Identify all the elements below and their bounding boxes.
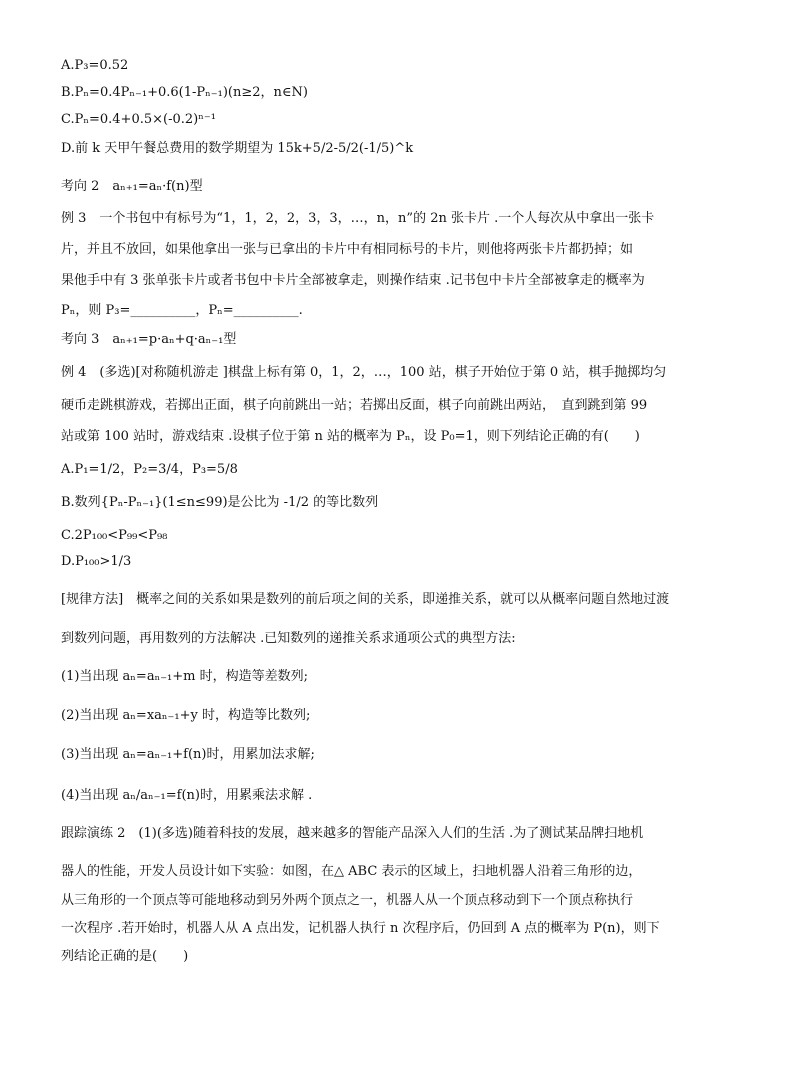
method-item-3: (3)当出现 aₙ=aₙ₋₁+f(n)时，用累加法求解; bbox=[61, 747, 315, 762]
method-item-2: (2)当出现 aₙ=xaₙ₋₁+y 时，构造等比数列; bbox=[61, 708, 311, 723]
example-3-line-2: 片，并且不放回，如果他拿出一张与已拿出的卡片中有相同标号的卡片，则他将两张卡片都扔掉；如 bbox=[61, 242, 634, 257]
practice-2-line-1: 跟踪演练 2 (1)(多选)随着科技的发展，越来越多的智能产品深入人们的生活 .为了测试某品牌扫地机 bbox=[61, 826, 644, 841]
example-3-line-3: 果他手中有 3 张单张卡片或者书包中卡片全部被拿走，则操作结束 .记书包中卡片全部被拿走的概率为 bbox=[61, 273, 645, 288]
example-4-option-a: A.P₁=1/2，P₂=3/4，P₃=5/8 bbox=[61, 462, 238, 477]
example-4-line-2: 硬币走跳棋游戏，若掷出正面，棋子向前跳出一站；若掷出反面，棋子向前跳出两站， 直到跳到第 99 bbox=[61, 398, 648, 413]
option-b: B.Pₙ=0.4Pₙ₋₁+0.6(1-Pₙ₋₁)(n≥2，n∈N) bbox=[61, 85, 308, 100]
option-c: C.Pₙ=0.4+0.5×(-0.2)ⁿ⁻¹ bbox=[61, 112, 216, 127]
example-4-option-c: C.2P₁₀₀<P₉₉<P₉₈ bbox=[61, 528, 168, 543]
example-4-line-1: 例 4 (多选)[对称随机游走 ]棋盘上标有第 0，1，2，…，100 站，棋子开始位于第 0 站，棋手抛掷均匀 bbox=[61, 365, 667, 380]
practice-2-line-5: 列结论正确的是( ) bbox=[61, 949, 189, 964]
practice-2-line-4: 一次程序 .若开始时，机器人从 A 点出发，记机器人执行 n 次程序后，仍回到 A 点的概率为 P(n)，则下 bbox=[61, 921, 660, 936]
practice-2-line-2: 器人的性能，开发人员设计如下实验：如图，在△ ABC 表示的区域上，扫地机器人沿着三角形的边， bbox=[61, 864, 642, 879]
example-4-option-d: D.P₁₀₀>1/3 bbox=[61, 554, 132, 569]
topic-3-title: 考向 3 aₙ₊₁=p·aₙ+q·aₙ₋₁型 bbox=[61, 332, 237, 347]
option-a: A.P₃=0.52 bbox=[61, 58, 129, 73]
example-4-option-b: B.数列{Pₙ-Pₙ₋₁}(1≤n≤99)是公比为 -1/2 的等比数列 bbox=[61, 495, 379, 510]
example-4-line-3: 站或第 100 站时，游戏结束 .设棋子位于第 n 站的概率为 Pₙ，设 P₀=1，则下列结论正确的有( ) bbox=[61, 429, 640, 444]
practice-2-line-3: 从三角形的一个顶点等可能地移动到另外两个顶点之一，机器人从一个顶点移动到下一个顶点称执行 bbox=[61, 893, 634, 908]
method-line-2: 到数列问题，再用数列的方法解决 .已知数列的递推关系求通项公式的典型方法: bbox=[61, 631, 516, 646]
example-3-line-4: Pₙ，则 P₃=__________，Pₙ=__________. bbox=[61, 303, 303, 318]
topic-2-title: 考向 2 aₙ₊₁=aₙ·f(n)型 bbox=[61, 179, 203, 194]
method-line-1: [规律方法] 概率之间的关系如果是数列的前后项之间的关系，即递推关系，就可以从概率问题自然地过渡 bbox=[61, 592, 670, 607]
example-3-line-1: 例 3 一个书包中有标号为“1，1，2，2，3，3，…，n，n”的 2n 张卡片 .一个人每次从中拿出一张卡 bbox=[61, 211, 655, 226]
option-d: D.前 k 天甲午餐总费用的数学期望为 15k+5/2-5/2(-1/5)^k bbox=[61, 141, 414, 156]
method-item-1: (1)当出现 aₙ=aₙ₋₁+m 时，构造等差数列; bbox=[61, 669, 308, 684]
method-item-4: (4)当出现 aₙ/aₙ₋₁=f(n)时，用累乘法求解 . bbox=[61, 788, 313, 803]
